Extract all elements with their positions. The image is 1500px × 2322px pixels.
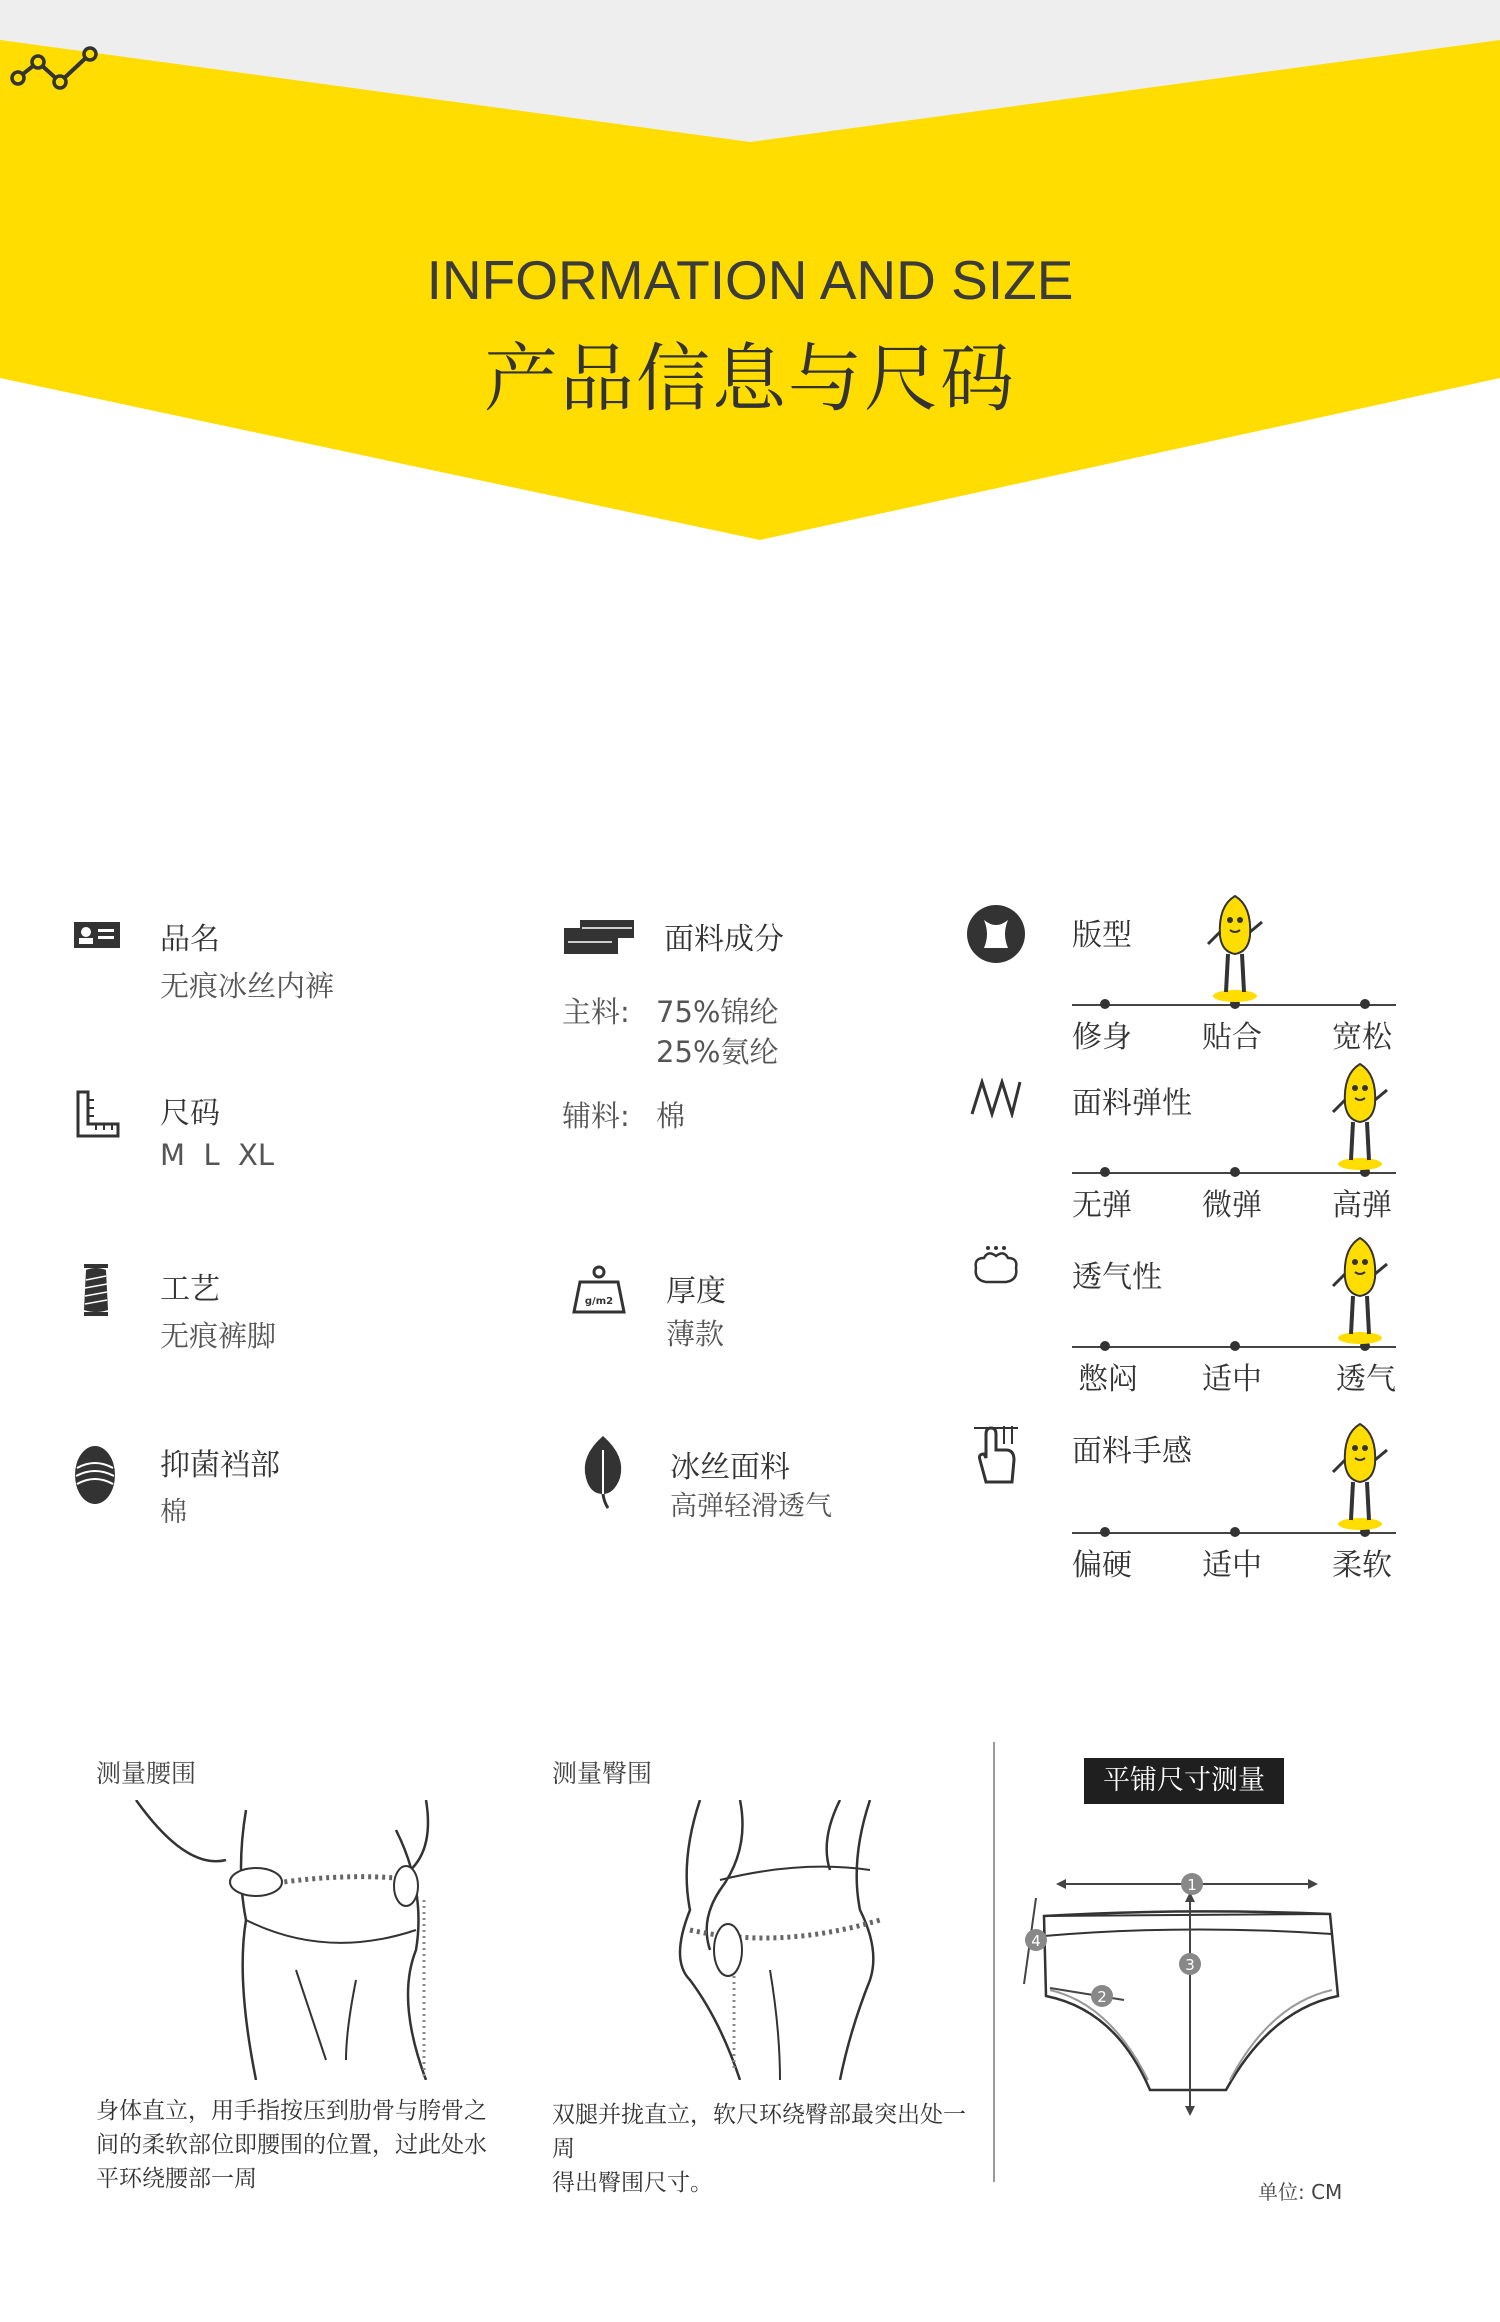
hip-measure-illustration [640, 1800, 940, 2080]
ice-silk-label: 冰丝面料 [670, 1450, 790, 1485]
breathable-icon [970, 1244, 1022, 1290]
body-shape-icon [966, 904, 1026, 964]
rating-marker-mascot-fit [1200, 892, 1270, 1002]
gsm-icon-text: g/m2 [584, 1296, 614, 1307]
waist-desc-line: 身体直立，用手指按压到肋骨与胯骨之 [96, 2098, 487, 2124]
hip-desc-line: 双腿并拢直立，软尺环绕臀部最突出处一周 [552, 2102, 966, 2162]
rating-option: 高弹 [1332, 1188, 1392, 1223]
fabric-aux-value: 棉 [656, 1099, 686, 1133]
fabric-aux-label: 辅料: [562, 1099, 630, 1133]
fabric-ball-icon [72, 1444, 118, 1506]
rating-option: 无弹 [1072, 1188, 1132, 1223]
crotch-label: 抑菌裆部 [160, 1448, 280, 1483]
flat-measure-badge: 平铺尺寸测量 [1084, 1758, 1284, 1804]
rating-dot [1100, 1167, 1110, 1177]
crotch-value: 棉 [160, 1497, 187, 1528]
marker-3: 3 [1185, 1956, 1195, 1974]
waist-measure-title: 测量腰围 [96, 1759, 197, 1788]
hip-measure-title: 测量臀围 [552, 1759, 653, 1788]
rating-label-fit: 版型 [1072, 918, 1132, 953]
rating-option: 柔软 [1332, 1548, 1392, 1583]
rating-option: 适中 [1202, 1362, 1262, 1397]
size-label: 尺码 [160, 1096, 220, 1131]
marker-1: 1 [1187, 1876, 1197, 1894]
craft-value: 无痕裤脚 [160, 1319, 277, 1353]
product-name-label: 品名 [160, 922, 220, 957]
unit-label: 单位: CM [1258, 2180, 1343, 2204]
title-english: INFORMATION AND SIZE [426, 249, 1074, 311]
rating-label-hand-feel: 面料手感 [1072, 1434, 1192, 1469]
fabric-main-label: 主料: [562, 995, 630, 1029]
fabric-composition-label: 面料成分 [664, 922, 784, 957]
ice-silk-value: 高弹轻滑透气 [670, 1491, 832, 1522]
waist-desc-line: 平环绕腰部一周 [96, 2166, 257, 2192]
rating-dot [1230, 1341, 1240, 1351]
thickness-value: 薄款 [666, 1317, 725, 1351]
waist-desc-line: 间的柔软部位即腰围的位置，过此处水 [96, 2132, 487, 2158]
marker-2: 2 [1097, 1988, 1107, 2006]
hip-measure-description [552, 2098, 982, 2200]
rating-option: 微弹 [1202, 1188, 1262, 1223]
fabric-roll-icon [562, 918, 636, 956]
rating-option: 透气 [1336, 1362, 1396, 1397]
rating-marker-mascot-hand-feel [1325, 1420, 1395, 1530]
leaf-icon [578, 1432, 628, 1512]
section-divider [993, 1742, 995, 2182]
thread-spool-icon [78, 1262, 114, 1318]
rating-dot [1230, 1167, 1240, 1177]
rating-dot [1360, 999, 1370, 1009]
flat-measure-diagram [1020, 1860, 1350, 2120]
fabric-main-value-1: 75%锦纶 [656, 995, 779, 1029]
rating-dot [1100, 1527, 1110, 1537]
size-value: M L XL [160, 1138, 275, 1172]
rating-option: 憋闷 [1078, 1362, 1138, 1397]
elastic-wave-icon [970, 1078, 1022, 1118]
fabric-main-value-2: 25%氨纶 [656, 1035, 779, 1069]
title-chinese: 产品信息与尺码 [484, 336, 1016, 422]
rating-option: 修身 [1072, 1020, 1132, 1055]
marker-4: 4 [1031, 1932, 1041, 1950]
network-dots-icon [10, 40, 100, 90]
rating-dot [1100, 1341, 1110, 1351]
id-card-icon [72, 918, 122, 952]
rating-marker-mascot-elasticity [1325, 1060, 1395, 1170]
rating-label-breathability: 透气性 [1072, 1260, 1162, 1295]
rating-dot [1100, 999, 1110, 1009]
hip-desc-line: 得出臀围尺寸。 [552, 2170, 713, 2196]
thickness-label: 厚度 [666, 1274, 726, 1309]
rating-dot [1230, 1527, 1240, 1537]
rating-option: 宽松 [1332, 1020, 1392, 1055]
rating-marker-mascot-breathability [1325, 1234, 1395, 1344]
weight-scale-icon [570, 1262, 628, 1318]
waist-measure-illustration [96, 1800, 486, 2080]
hand-touch-icon [970, 1424, 1022, 1484]
waist-measure-description [96, 2094, 516, 2196]
rating-option: 贴合 [1202, 1020, 1262, 1055]
rating-label-elasticity: 面料弹性 [1072, 1086, 1192, 1121]
ruler-icon [74, 1090, 120, 1138]
rating-option: 偏硬 [1072, 1548, 1132, 1583]
rating-option: 适中 [1202, 1548, 1262, 1583]
product-name-value: 无痕冰丝内裤 [160, 969, 335, 1003]
craft-label: 工艺 [160, 1272, 220, 1307]
